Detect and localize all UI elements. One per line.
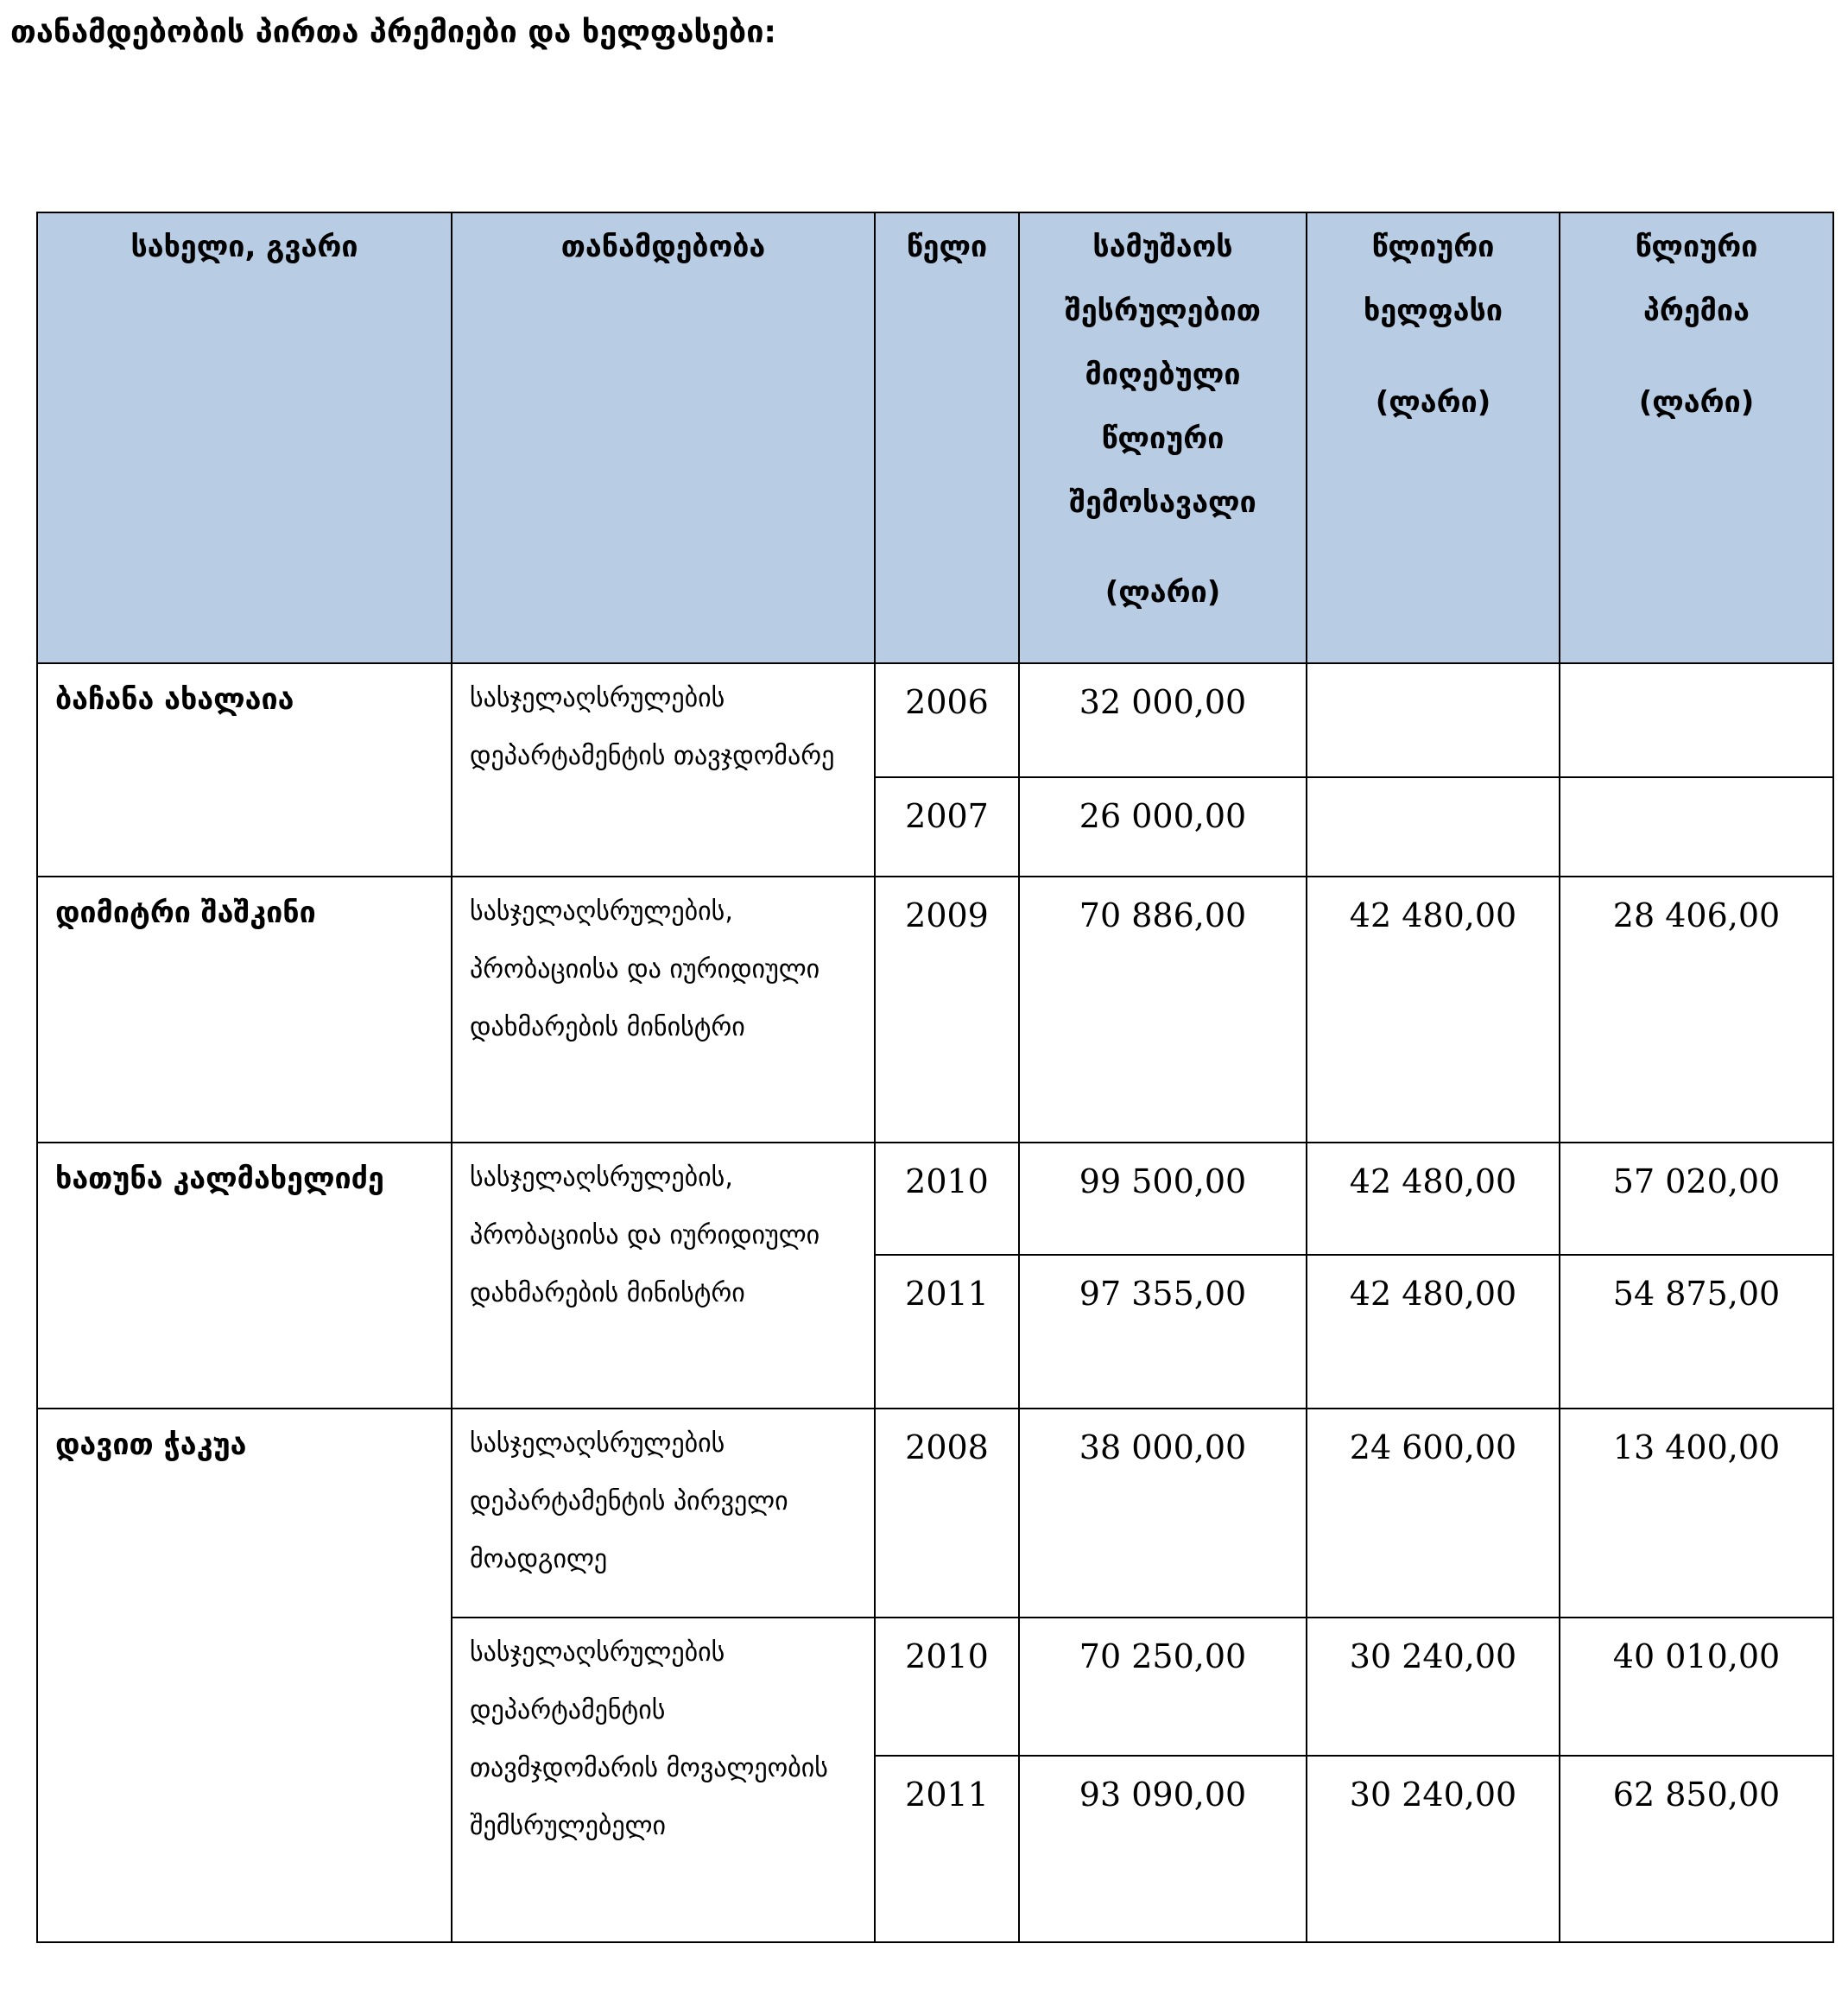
salary-cell: 30 240,00: [1307, 1618, 1560, 1756]
person-name: ხათუნა კალმახელიძე: [37, 1143, 452, 1409]
table-row: [37, 1409, 1833, 1618]
header-salary: [1307, 212, 1560, 663]
year-cell: 2011: [875, 1756, 1019, 1942]
header-income-unit: (ლარი): [1104, 575, 1221, 610]
bonus-cell: [1560, 663, 1833, 777]
bonus-cell: 57 020,00: [1560, 1143, 1833, 1255]
year-cell: 2011: [875, 1255, 1019, 1409]
bonus-cell: 40 010,00: [1560, 1618, 1833, 1756]
salary-cell: [1307, 663, 1560, 777]
year-cell: 2009: [875, 877, 1019, 1143]
income-cell: 97 355,00: [1019, 1255, 1307, 1409]
year-cell: 2007: [875, 777, 1019, 877]
income-cell: 99 500,00: [1019, 1143, 1307, 1255]
header-bonus-unit: (ლარი): [1638, 385, 1755, 420]
income-cell: 93 090,00: [1019, 1756, 1307, 1942]
income-cell: 26 000,00: [1019, 777, 1307, 877]
person-name: დიმიტრი შაშკინი: [37, 877, 452, 1143]
table-row: [37, 1143, 1833, 1255]
income-cell: 70 886,00: [1019, 877, 1307, 1143]
salary-cell: 24 600,00: [1307, 1409, 1560, 1618]
header-name: სახელი, გვარი: [37, 212, 452, 663]
year-cell: 2008: [875, 1409, 1019, 1618]
income-cell: 32 000,00: [1019, 663, 1307, 777]
person-name: ბაჩანა ახალაია: [37, 663, 452, 877]
person-name: დავით ჭაკუა: [37, 1409, 452, 1942]
year-cell: 2006: [875, 663, 1019, 777]
person-position: სასჯელაღსრულების დეპარტამენტის თავმჯდომარის მოვალეობის შემსრულებელი: [452, 1618, 875, 1942]
year-cell: 2010: [875, 1618, 1019, 1756]
bonus-cell: [1560, 777, 1833, 877]
table-row: [37, 663, 1833, 777]
income-cell: 38 000,00: [1019, 1409, 1307, 1618]
person-position: სასჯელაღსრულების დეპარტამენტის თავჯდომარე: [452, 663, 875, 877]
page-title: თანამდებობის პირთა პრემიები და ხელფასები:: [10, 15, 776, 50]
header-position: თანამდებობა: [452, 212, 875, 663]
compensation-table: [36, 212, 1834, 1943]
bonus-cell: 62 850,00: [1560, 1756, 1833, 1942]
salary-cell: 42 480,00: [1307, 1143, 1560, 1255]
income-cell: 70 250,00: [1019, 1618, 1307, 1756]
salary-cell: 42 480,00: [1307, 1255, 1560, 1409]
bonus-cell: 13 400,00: [1560, 1409, 1833, 1618]
salary-cell: 42 480,00: [1307, 877, 1560, 1143]
header-salary-label: წლიური ხელფასი: [1364, 230, 1503, 328]
person-position: სასჯელაღსრულების, პრობაციისა და იურიდიული დახმარების მინისტრი: [452, 877, 875, 1143]
bonus-cell: 28 406,00: [1560, 877, 1833, 1143]
header-bonus-label: წლიური პრემია: [1635, 230, 1758, 328]
header-year: წელი: [875, 212, 1019, 663]
person-position: სასჯელაღსრულების, პრობაციისა და იურიდიული დახმარების მინისტრი: [452, 1143, 875, 1409]
salary-cell: [1307, 777, 1560, 877]
person-position: სასჯელაღსრულების დეპარტამენტის პირველი მოადგილე: [452, 1409, 875, 1618]
bonus-cell: 54 875,00: [1560, 1255, 1833, 1409]
header-salary-unit: (ლარი): [1375, 385, 1491, 420]
year-cell: 2010: [875, 1143, 1019, 1255]
salary-cell: 30 240,00: [1307, 1756, 1560, 1942]
header-income-label: სამუშაოს შესრულებით მიღებული წლიური შემოსავალი: [1065, 230, 1261, 520]
table-header-row: [37, 212, 1833, 663]
header-bonus: [1560, 212, 1833, 663]
header-income: [1019, 212, 1307, 663]
table-row: [37, 877, 1833, 1143]
